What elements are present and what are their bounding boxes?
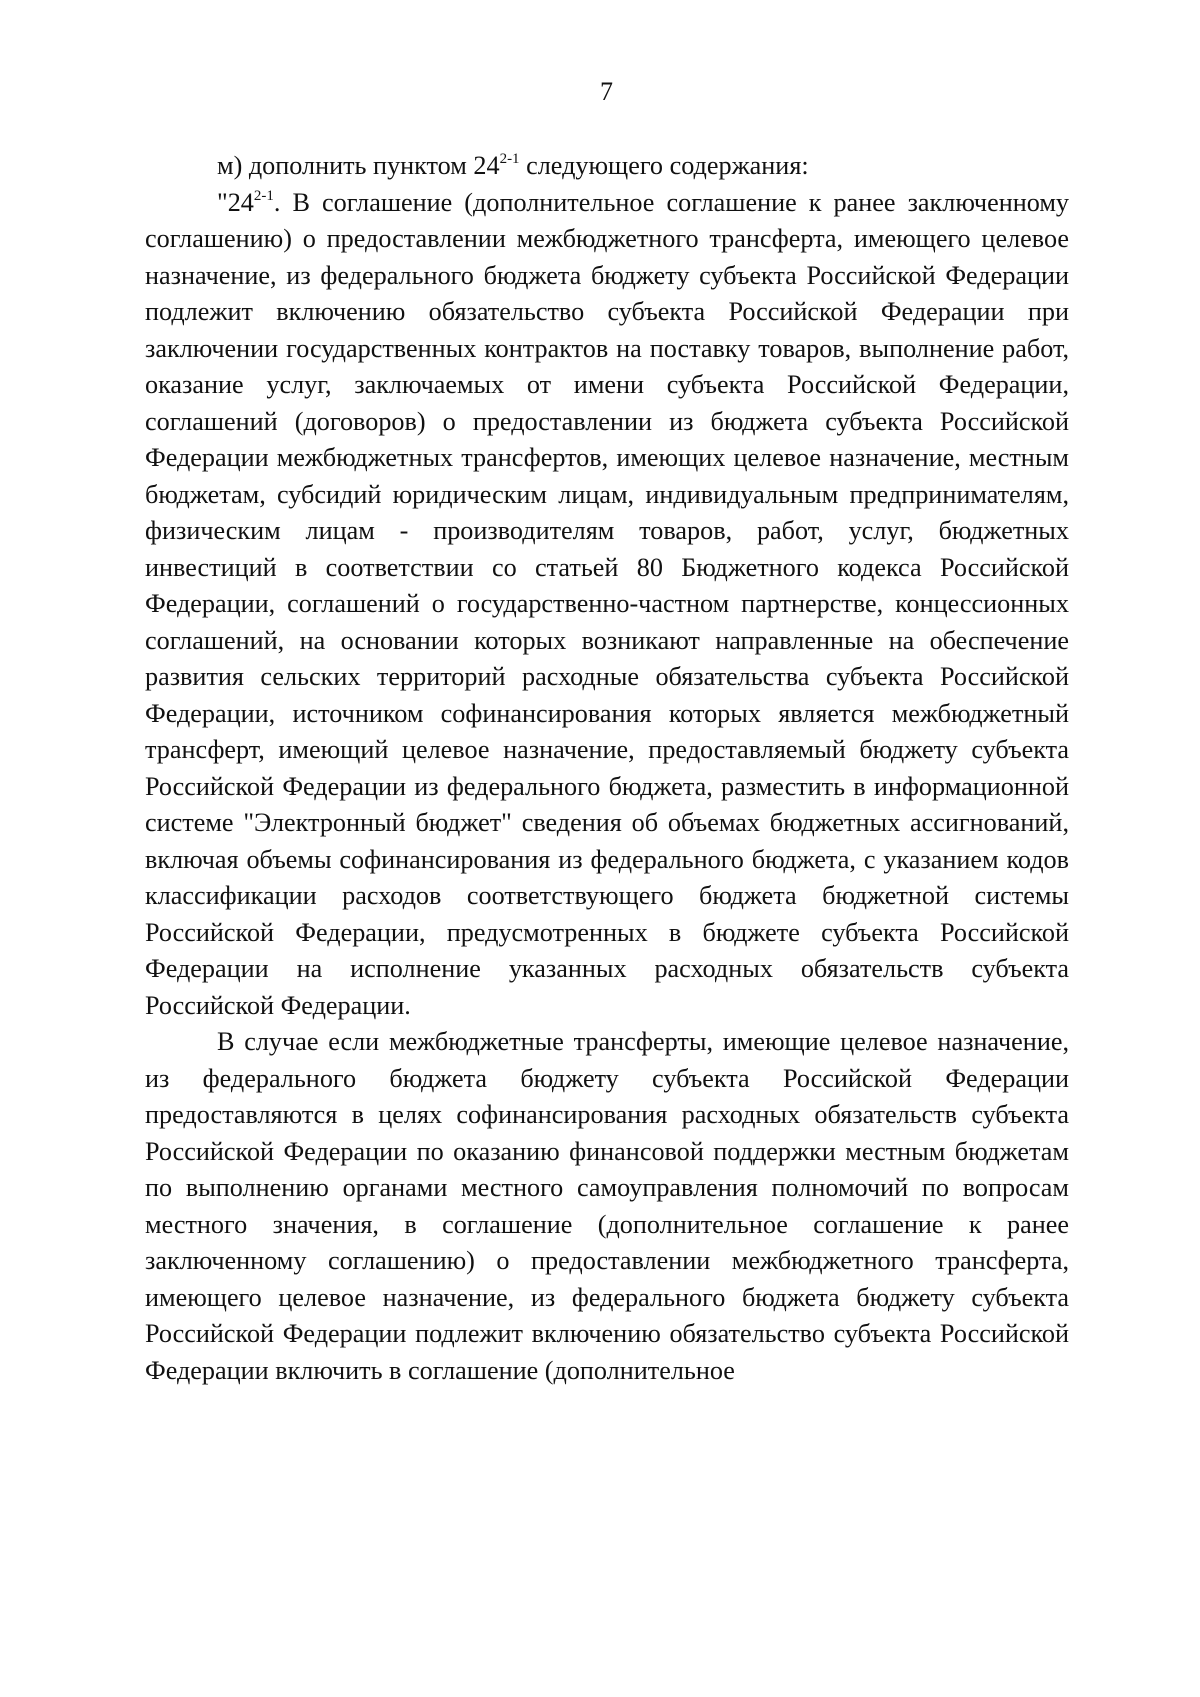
paragraph-text: "24 [217, 187, 254, 217]
paragraph-text: следующего содержания: [519, 151, 809, 180]
paragraph-cofinancing-case: В случае если межбюджетные трансферты, имеющие целевое назначение, из федерального бюджета бюджету субъекта Российской Федерации предоставляются в целях софинансирования расходных обязательств субъекта Российской Федерации по оказанию финансовой поддержки местным бюджетам по выполнению органами местного самоуправления полномочий по вопросам местного значения, в соглашение (дополнительное соглашение к ранее заключенному соглашению) о предоставлении межбюджетного трансферта, имеющего целевое назначение, из федерального бюджета бюджету субъекта Российской Федерации подлежит включению обязательство субъекта Российской Федерации включить в соглашение (дополнительное [145, 1027, 1069, 1385]
paragraph-clause-24-2-1 [145, 185, 1069, 1025]
superscript: 2-1 [253, 187, 274, 204]
paragraph-amendment-intro [145, 148, 1069, 185]
superscript: 2-1 [499, 151, 520, 168]
page-number: 7 [600, 77, 613, 106]
document-body [145, 148, 1069, 1389]
paragraph-text: . В соглашение (дополнительное соглашение к ранее заключенному соглашению) о предоставлении межбюджетного трансферта, имеющего целевое назначение, из федерального бюджета бюджету субъекта Российской Федерации подлежит включению обязательство субъекта Российской Федерации при заключении государственных контрактов на поставку товаров, выполнение работ, оказание услуг, заключаемых от имени субъекта Российской Федерации, соглашений (договоров) о предоставлении из бюджета субъекта Российской Федерации межбюджетных трансфертов, имеющих целевое назначение, местным бюджетам, субсидий юридическим лицам, индивидуальным предпринимателям, физическим лицам - производителям товаров, работ, услуг, бюджетных инвестиций в соответствии со статьей 80 Бюджетного кодекса Российской Федерации, соглашений о государственно-частном партнерстве, концессионных соглашений, на основании которых возникают направленные на обеспечение развития сельских территорий расходные обязательства субъекта Российской Федерации, источником софинансирования которых является межбюджетный трансферт, имеющий целевое назначение, предоставляемый бюджету субъекта Российской Федерации из федерального бюджета, разместить в информационной системе "Электронный бюджет" сведения об объемах бюджетных ассигнований, включая объемы софинансирования из федерального бюджета, с указанием кодов классификации расходов соответствующего бюджета бюджетной системы Российской Федерации, предусмотренных в бюджете субъекта Российской Федерации на исполнение указанных расходных обязательств субъекта Российской Федерации. [145, 187, 1069, 1020]
paragraph-text: м) дополнить пунктом 24 [217, 151, 500, 180]
